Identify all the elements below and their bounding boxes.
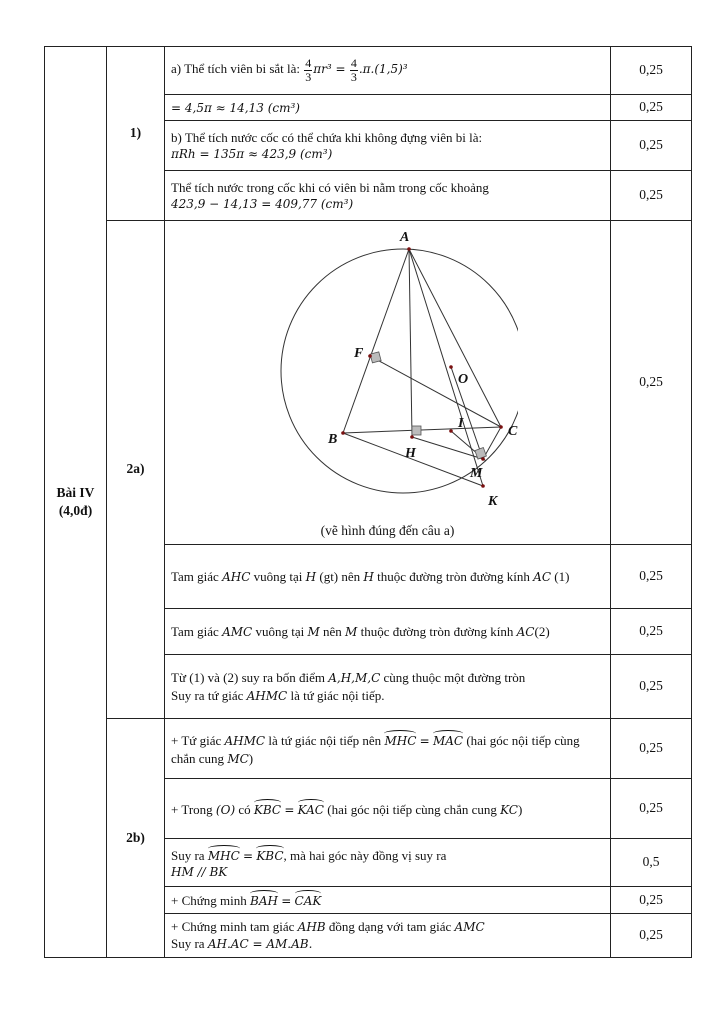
label-h: H — [404, 446, 416, 462]
label-f: F — [353, 346, 363, 362]
segment-ac — [409, 249, 501, 427]
row-9-score: 0,25 — [611, 719, 692, 779]
row-11-content: Suy ra MHC = KBC, mà hai góc này đồng vị suy ra HM // BK — [165, 839, 611, 887]
row-9-content: + Tứ giác AHMC là tứ giác nội tiếp nên MHC = MAC (hai góc nội tiếp cùng chắn cung MC) — [165, 719, 611, 779]
right-angle-f — [370, 352, 381, 363]
segment-bc — [343, 427, 501, 433]
row-3-text: b) Thể tích nước cốc có thể chứa khi không đựng viên bi là: — [171, 129, 483, 145]
row-1-content — [165, 47, 611, 95]
bai-cell — [45, 47, 107, 958]
segment-ah — [409, 249, 412, 437]
label-k: K — [487, 494, 497, 510]
right-angle-h — [412, 426, 421, 435]
row-1-fraction-b: $\frac{4}{3}$ — [350, 56, 357, 84]
row-6-score: 0,25 — [611, 545, 692, 609]
row-13-content: + Chứng minh tam giác AHB đồng dạng với tam giác AMC Suy ra AH.AC = AM.AB. — [165, 913, 611, 957]
row-4-content — [165, 171, 611, 221]
row-8-content: Từ (1) và (2) suy ra bốn điểm A,H,M,C cùng thuộc một đường tròn Suy ra tứ giác AHMC là tứ giác nội tiếp. — [165, 655, 611, 719]
geometry-figure-cell — [165, 221, 611, 545]
row-2-score: 0,25 — [611, 95, 692, 121]
row-7-content: Tam giác AMC vuông tại M nên M thuộc đường tròn đường kính AC(2) — [165, 609, 611, 655]
row-3-score: 0,25 — [611, 121, 692, 171]
row-3-content — [165, 121, 611, 171]
row-13-score: 0,25 — [611, 913, 692, 957]
row-4-text: Thể tích nước trong cốc khi có viên bi nằm trong cốc khoảng — [171, 179, 489, 195]
row-10-content: + Trong (O) có KBC = KAC (hai góc nội tiếp cùng chắn cung KC) — [165, 779, 611, 839]
row-8-score: 0,25 — [611, 655, 692, 719]
part-2a: 2a) — [107, 221, 165, 719]
part-2b: 2b) — [107, 719, 165, 958]
part-1: 1) — [107, 47, 165, 221]
label-a: A — [399, 230, 409, 246]
row-1-text: a) Thể tích viên bi sắt là: — [171, 61, 300, 77]
row-5-score: 0,25 — [611, 221, 692, 545]
label-o: O — [457, 372, 468, 388]
label-m: M — [469, 466, 482, 482]
row-4-math: 423,9 − 14,13 = 409,77 (cm³) — [171, 197, 354, 212]
row-6-content: Tam giác AHC vuông tại H (gt) nên H thuộc đường tròn đường kính AC (1) — [165, 545, 611, 609]
row-12-content: + Chứng minh BAH = CAK — [165, 887, 611, 914]
segment-ak — [409, 249, 483, 486]
row-3-math: πRh = 135π ≈ 423,9 (cm³) — [171, 147, 333, 162]
segment-ab — [343, 249, 409, 433]
row-1-math-a: πr³ = — [313, 62, 346, 77]
bai-points: (4,0đ) — [58, 502, 93, 518]
row-1-fraction-a: $\frac{4}{3}$ — [305, 56, 312, 84]
row-11-score: 0,5 — [611, 839, 692, 887]
bai-title: Bài IV — [56, 484, 95, 500]
row-4-score: 0,25 — [611, 171, 692, 221]
answer-table — [44, 46, 692, 958]
label-i: I — [457, 416, 463, 432]
row-2-math: = 4,5π ≈ 14,13 (cm³) — [171, 100, 300, 115]
row-12-score: 0,25 — [611, 887, 692, 914]
row-1-score: 0,25 — [611, 47, 692, 95]
segment-hm — [412, 437, 483, 459]
figure-caption: (vẽ hình đúng đến câu a) — [320, 522, 455, 538]
label-c: C — [507, 424, 517, 440]
row-10-score: 0,25 — [611, 779, 692, 839]
row-1-math-b: .π.(1,5)³ — [358, 62, 408, 77]
segment-cf — [370, 356, 501, 427]
label-b: B — [327, 432, 337, 448]
row-2-content — [165, 95, 611, 121]
geometry-figure — [258, 225, 518, 515]
row-7-score: 0,25 — [611, 609, 692, 655]
